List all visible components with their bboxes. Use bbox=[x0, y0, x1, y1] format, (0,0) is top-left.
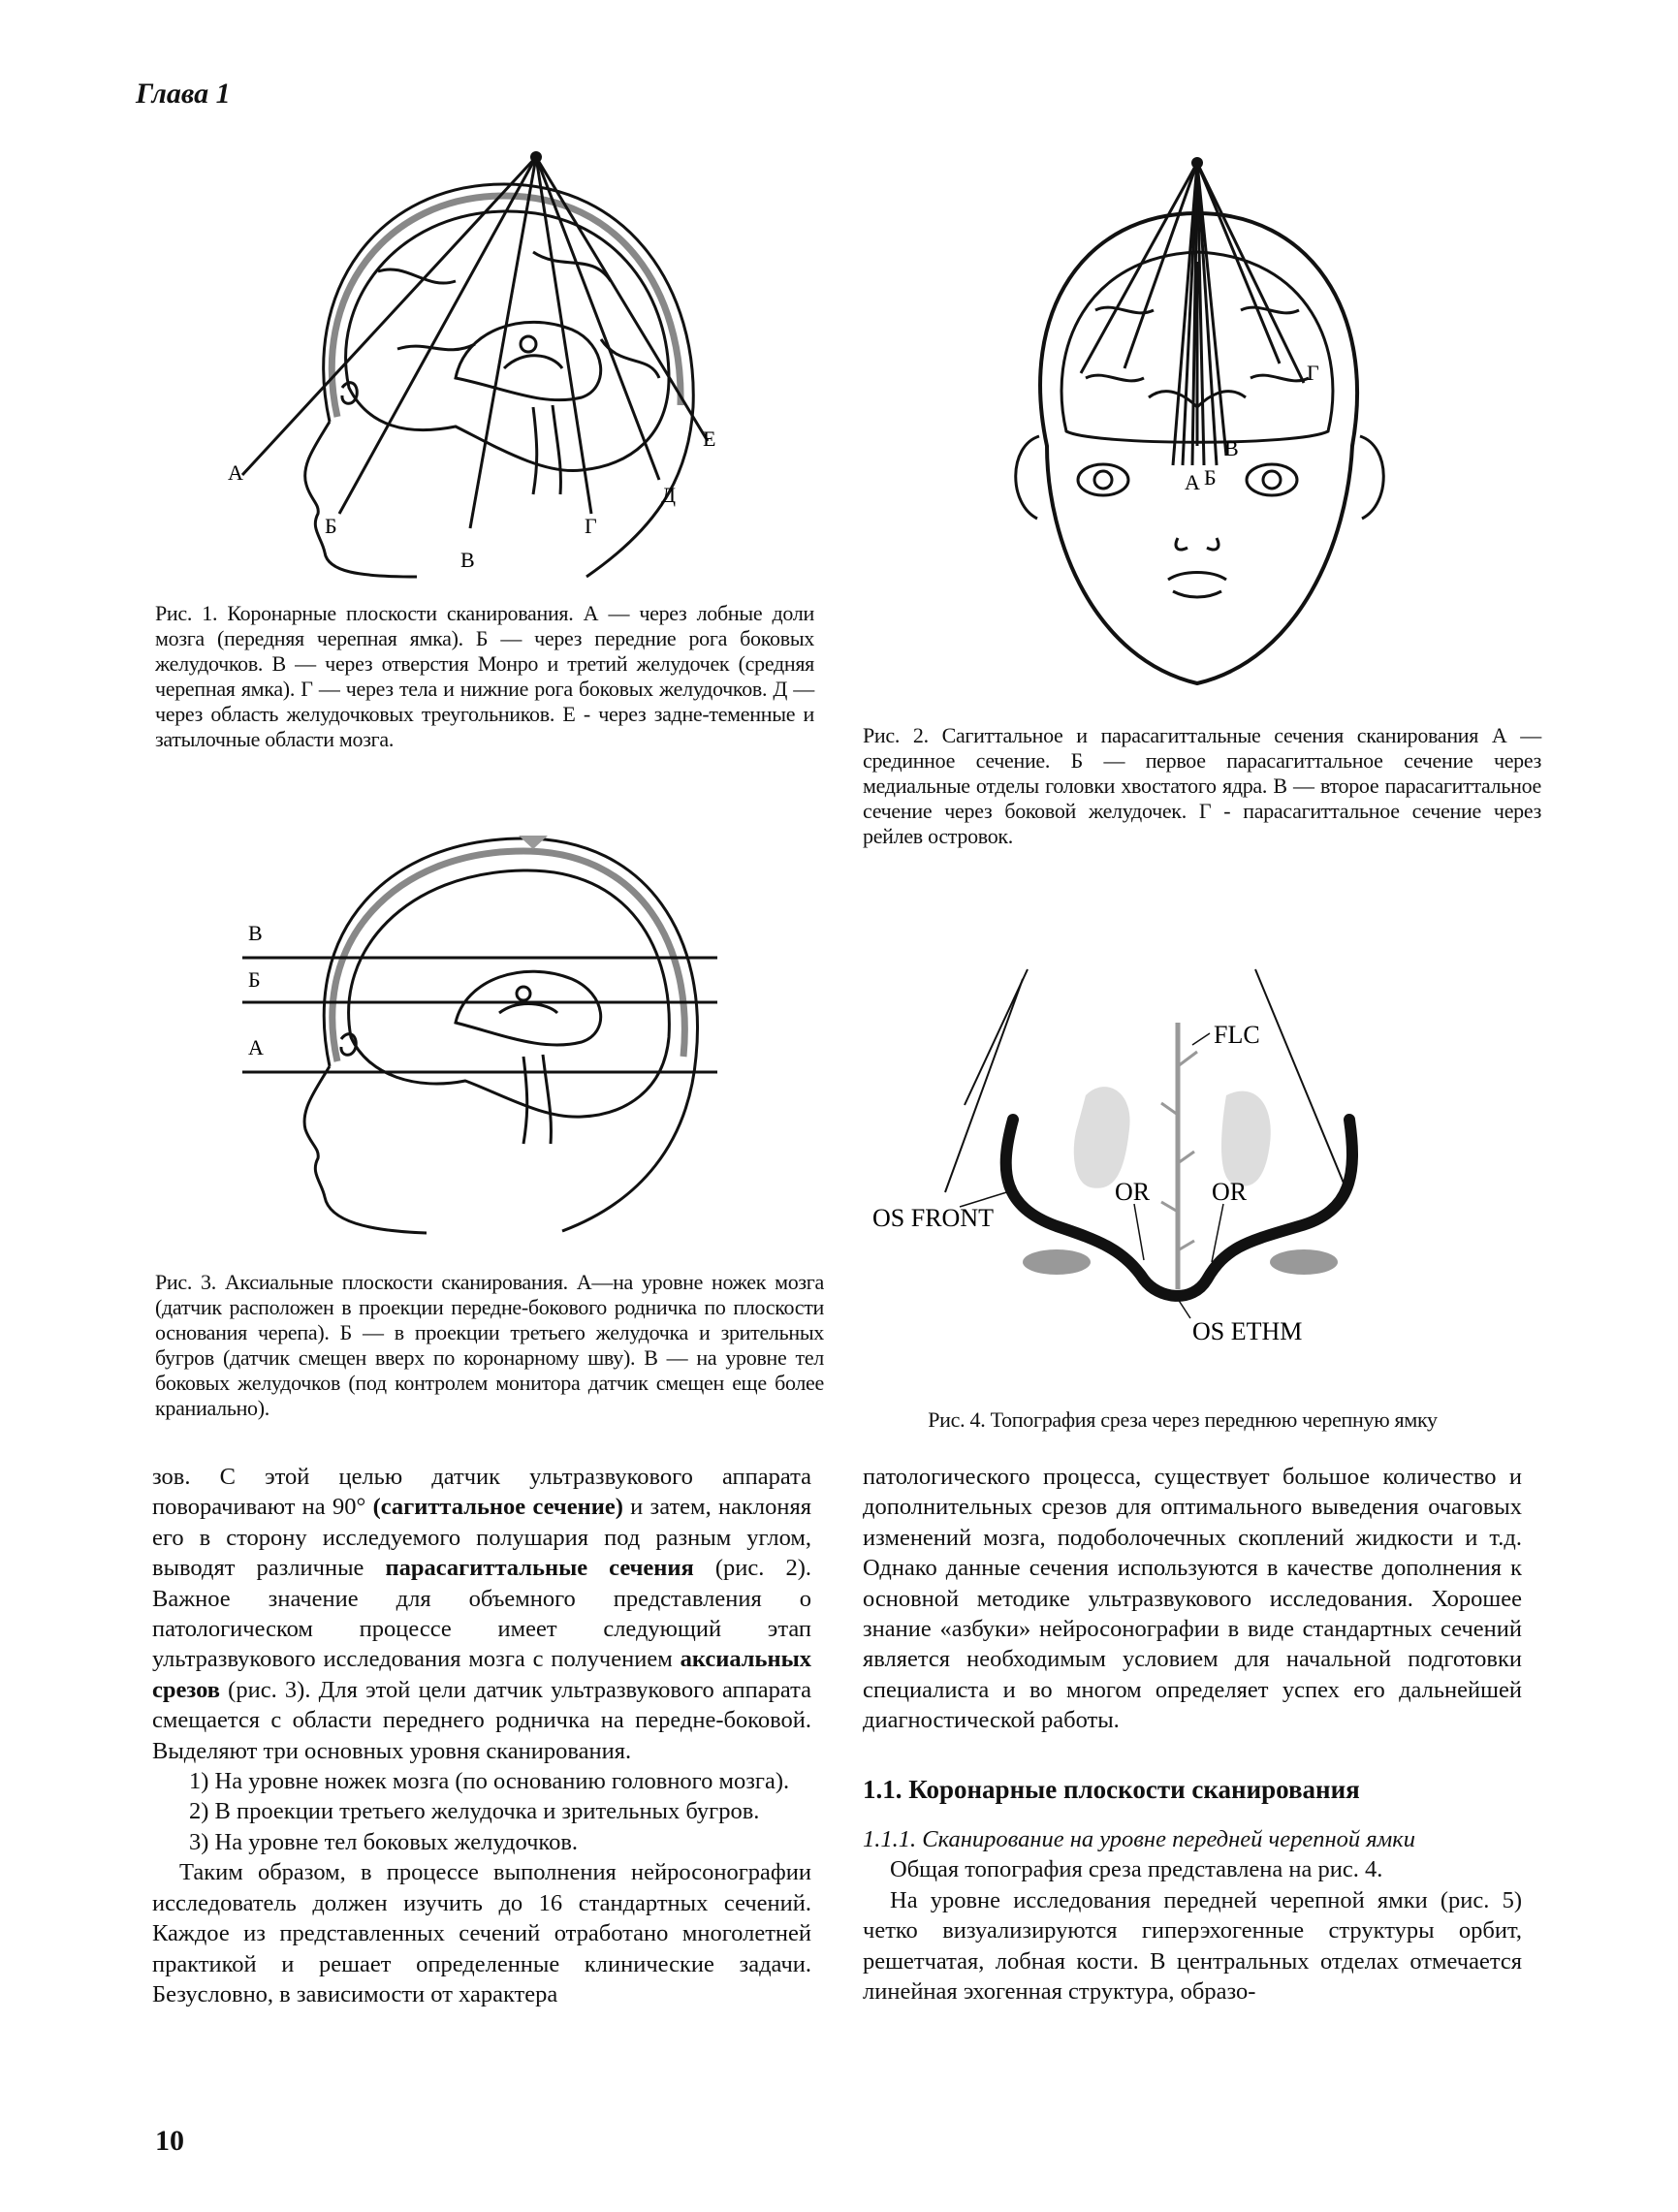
right-text-column bbox=[863, 1462, 1522, 2007]
base-oval-left bbox=[1023, 1249, 1091, 1275]
figure-3-caption: Рис. 3. Аксиальные плоскости сканирования. А—на уровне ножек мозга (датчик расположен в проекции передне-бокового родничка по плоскости основания черепа). Б — в проекции третьего желудочка и зрительных бугров (датчик смещен вверх по коронарному шву). В — на уровне тел боковых желудочков (под контролем монитора датчик смещен еще более краниально). bbox=[155, 1270, 824, 1420]
label-b: Б bbox=[248, 967, 261, 992]
label-os-front: OS FRONT bbox=[872, 1204, 994, 1232]
figure-4-anterior-fossa bbox=[853, 950, 1435, 1376]
label-g: Г bbox=[1307, 361, 1319, 385]
base-oval-right bbox=[1270, 1249, 1338, 1275]
falx-line bbox=[1161, 1023, 1197, 1289]
right-paragraph-3: На уровне исследования передней черепной ямки (рис. 5) четко визуализируются гиперэхогенные структуры орбит, решетчатая, лобная кости. В центральных отделах отмечается линейная эхогенная структура, образо- bbox=[863, 1886, 1522, 2006]
figure-1-caption: Рис. 1. Коронарные плоскости сканирования. А — через лобные доли мозга (передняя черепная ямка). Б — через передние рога боковых желудочков. В — через отверстия Монро и третий желудочек (средняя черепная ямка). Г — через тела и нижние рога боковых желудочков. Д — через область желудочковых треугольников. Е - через задне-теменные и затылочные области мозга. bbox=[155, 601, 814, 751]
list-item: 3) На уровне тел боковых желудочков. bbox=[189, 1828, 579, 1855]
left-paragraph-1: зов. С этой целью датчик ультразвукового аппарата поворачивают на 90° (сагиттальное сечение) и затем, наклоняя его в сторону исследуемого полушария под разным углом, выводят различные парасагиттальные сечения (рис. 2). Важное значение для объемного представления о патологическом процессе имеет следующий этап ультразвукового исследования мозга с получением аксиальных срезов (рис. 3). Для этой цели датчик ультразвукового аппарата смещается с области переднего родничка на передне-боковой. Выделяют три основных уровня сканирования. bbox=[152, 1464, 812, 1764]
figure-3-drawing bbox=[233, 814, 737, 1241]
brain-outline bbox=[349, 870, 670, 1117]
keyword-parasagittal: парасагиттальные сечения bbox=[385, 1555, 694, 1582]
ventricle bbox=[456, 322, 601, 399]
label-v: В bbox=[460, 548, 475, 572]
label-a: А bbox=[1185, 470, 1200, 494]
label-b: Б bbox=[1204, 465, 1217, 490]
label-a: А bbox=[228, 460, 243, 485]
subsection-heading: 1.1.1. Сканирование на уровне передней черепной ямки bbox=[863, 1826, 1415, 1853]
brainstem bbox=[533, 405, 560, 494]
figure-4-caption: Рис. 4. Топография среза через переднюю черепную ямку bbox=[928, 1407, 1438, 1432]
figure-4-drawing bbox=[853, 950, 1435, 1376]
axial-lines bbox=[242, 958, 717, 1072]
list-item: 1) На уровне ножек мозга (по основанию головного мозга). bbox=[189, 1768, 790, 1795]
figure-2-caption: Рис. 2. Сагиттальное и парасагиттальные сечения сканирования А — срединное сечение. Б — первое парасагиттальное сечение через медиальные отделы головки хвостатого ядра. В — второе парасагиттальное сечение через боковой желудочек. Г - парасагиттальное сечение через рейлев островок. bbox=[863, 723, 1541, 848]
section-heading: 1.1. Коронарные плоскости сканирования bbox=[863, 1774, 1360, 1804]
figure-2-drawing bbox=[979, 155, 1415, 698]
keyword-sagittal: (сагиттальное сечение) bbox=[372, 1494, 623, 1521]
figure-1-drawing bbox=[213, 145, 756, 591]
transducer-point bbox=[530, 151, 542, 163]
label-a: А bbox=[248, 1035, 264, 1059]
label-or-right: OR bbox=[1212, 1178, 1248, 1206]
figure-1-coronal-planes bbox=[213, 145, 756, 591]
label-os-ethm: OS ETHM bbox=[1192, 1317, 1303, 1345]
face-profile bbox=[304, 1066, 427, 1233]
brainstem bbox=[523, 1055, 551, 1144]
orbit-left-blob bbox=[1074, 1087, 1130, 1188]
keyword-axial: аксиальных срезов bbox=[152, 1646, 812, 1703]
ventricle bbox=[456, 971, 601, 1045]
label-flc: FLC bbox=[1214, 1021, 1260, 1049]
figure-2-sagittal-planes bbox=[979, 155, 1415, 698]
left-text-column bbox=[152, 1462, 811, 2009]
brain-outline bbox=[346, 211, 669, 471]
label-e: Е bbox=[703, 427, 716, 451]
list-item: 2) В проекции третьего желудочка и зрительных бугров. bbox=[189, 1798, 760, 1825]
left-paragraph-2: Таким образом, в процессе выполнения нейросонографии исследователь должен изучить до 16 стандартных сечений. Каждое из представленных сечений отработано многолетней практикой и решает определенные клинические задачи. Безусловно, в зависимости от характера bbox=[152, 1859, 811, 2007]
right-paragraph-1: патологического процесса, существует большое количество и дополнительных срезов для оптимального выведения очаговых изменений мозга, подоболочечных скоплений жидкости и т.д. Однако данные сечения используются в качестве дополнения к основной методике ультразвукового исследования. Хорошее знание «азбуки» нейросонографии в виде стандартных сечений является необходимым условием для начальной подготовки специалиста и во многом определяет успех его дальнейшей диагностической работы. bbox=[863, 1464, 1522, 1734]
scan-rays bbox=[1081, 163, 1304, 465]
right-paragraph-2: Общая топография среза представлена на рис. 4. bbox=[890, 1856, 1383, 1883]
label-or-left: OR bbox=[1115, 1178, 1151, 1206]
label-v: В bbox=[248, 921, 263, 945]
label-g: Г bbox=[585, 514, 597, 538]
label-b: Б bbox=[325, 514, 337, 538]
label-v: В bbox=[1224, 436, 1239, 460]
running-head: Глава 1 bbox=[136, 78, 231, 110]
face-profile bbox=[305, 422, 417, 577]
figure-3-axial-planes bbox=[233, 814, 737, 1241]
page-number: 10 bbox=[155, 2125, 184, 2157]
orbit-right-blob bbox=[1221, 1091, 1271, 1186]
label-d: Д bbox=[661, 483, 677, 507]
